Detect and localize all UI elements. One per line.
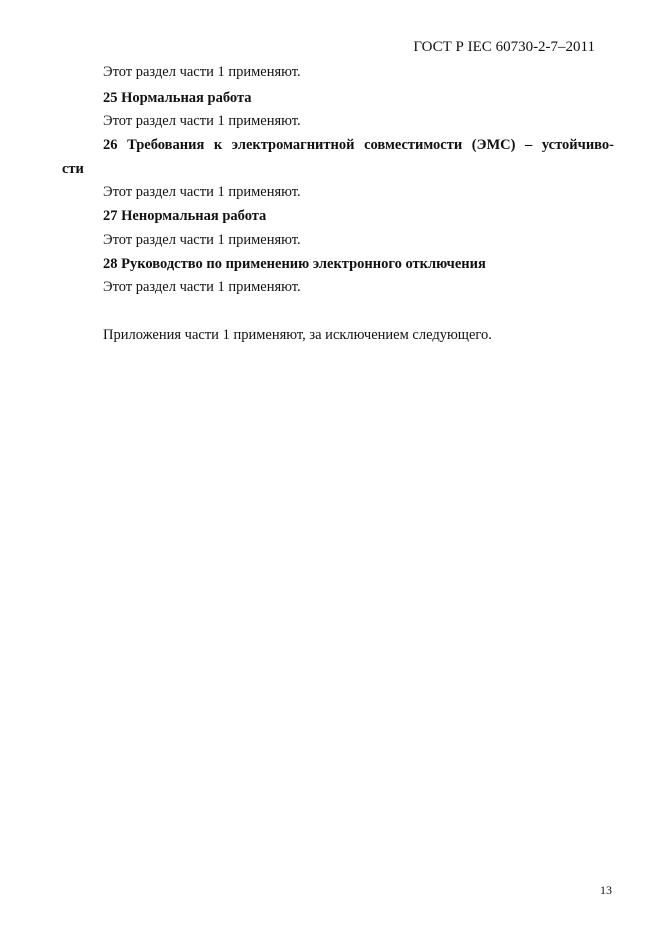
- body-text-line: Этот раздел части 1 применяют.: [103, 279, 301, 295]
- body-text-line: Этот раздел части 1 применяют.: [103, 113, 301, 129]
- page-number: 13: [600, 883, 612, 897]
- section-heading-26-continuation: сти: [62, 161, 84, 177]
- body-text-line: Этот раздел части 1 применяют.: [103, 232, 301, 248]
- body-text-line: Этот раздел части 1 применяют.: [103, 64, 301, 80]
- section-heading-26: 26 Требования к электромагнитной совместимости (ЭМС) – устойчиво-: [103, 137, 614, 153]
- body-text-line: Этот раздел части 1 применяют.: [103, 184, 301, 200]
- section-heading-25: 25 Нормальная работа: [103, 90, 252, 106]
- standard-code-header: ГОСТ Р IEC 60730-2-7–2011: [413, 39, 595, 55]
- annexes-note: Приложения части 1 применяют, за исключением следующего.: [103, 327, 492, 343]
- section-heading-27: 27 Ненормальная работа: [103, 208, 267, 224]
- section-heading-28: 28 Руководство по применению электронного отключения: [103, 256, 486, 272]
